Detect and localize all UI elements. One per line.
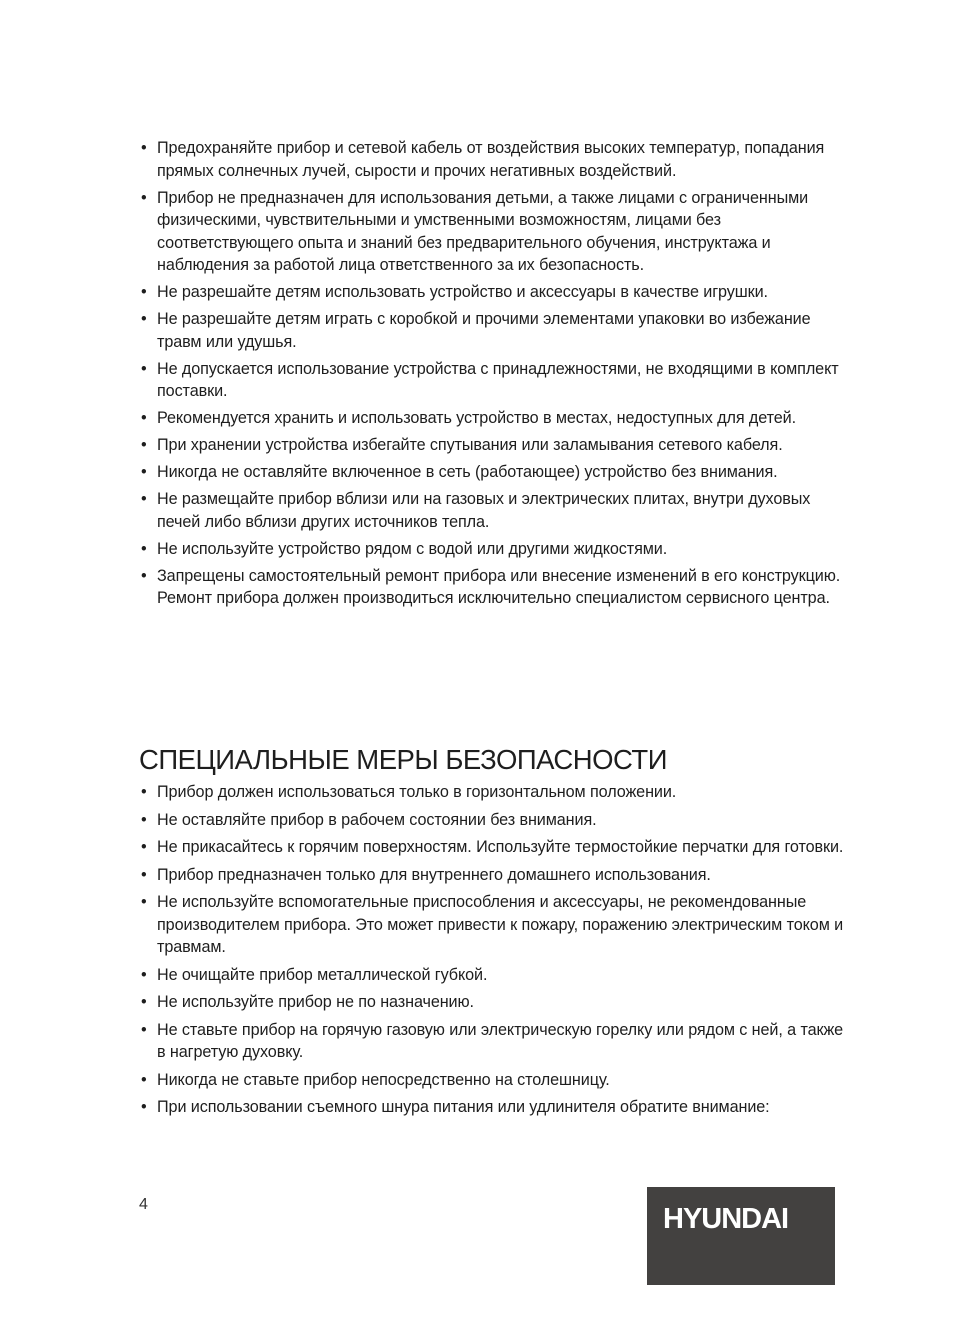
list-item: • Не очищайте прибор металлической губкой.: [141, 964, 851, 987]
section-heading: СПЕЦИАЛЬНЫЕ МЕРЫ БЕЗОПАСНОСТИ: [139, 744, 667, 775]
list-item: • Не используйте устройство рядом с водой или другими жидкостями.: [141, 538, 851, 561]
list-item: • Прибор должен использоваться только в горизонтальном положении.: [141, 781, 851, 804]
list-item: • Не оставляйте прибор в рабочем состоянии без внимания.: [141, 809, 851, 832]
brand-logo-text: HYUNDAI: [663, 1203, 789, 1235]
list-item: • Не разрешайте детям использовать устройство и аксессуары в качестве игрушки.: [141, 281, 851, 304]
list-item: • Не используйте вспомогательные приспособления и аксессуары, не рекомендованные производителем прибора. Это может привести к пожару, поражению электрическим током и травмам.: [141, 891, 851, 959]
list-item: • Прибор не предназначен для использования детьми, а также лицами с ограниченными физическими, чувствительными и умственными возможностям, лицами без соответствующего опыта и знаний без предварительного обучения, инструктажа и наблюдения за работой лица ответственного за их безопасность.: [141, 187, 851, 277]
list-item: • Не допускается использование устройства с принадлежностями, не входящими в комплект поставки.: [141, 358, 851, 403]
brand-logo: [647, 1187, 835, 1285]
list-item: • Запрещены самостоятельный ремонт прибора или внесение изменений в его конструкцию. Ремонт прибора должен производиться исключительно специалистом сервисного центра.: [141, 565, 851, 610]
list-item: • Никогда не ставьте прибор непосредственно на столешницу.: [141, 1069, 851, 1092]
page-number: 4: [139, 1196, 148, 1213]
list-item: • Рекомендуется хранить и использовать устройство в местах, недоступных для детей.: [141, 407, 851, 430]
list-item: • При хранении устройства избегайте спутывания или заламывания сетевого кабеля.: [141, 434, 851, 457]
list-item: • Не размещайте прибор вблизи или на газовых и электрических плитах, внутри духовых печей либо вблизи других источников тепла.: [141, 488, 851, 533]
special-safety-list: [141, 781, 851, 1124]
list-item: • Прибор предназначен только для внутреннего домашнего использования.: [141, 864, 851, 887]
list-item: • Не используйте прибор не по назначению.: [141, 991, 851, 1014]
list-item: • Никогда не оставляйте включенное в сеть (работающее) устройство без внимания.: [141, 461, 851, 484]
list-item: • Предохраняйте прибор и сетевой кабель от воздействия высоких температур, попадания прямых солнечных лучей, сырости и прочих негативных воздействий.: [141, 137, 851, 182]
list-item: • Не разрешайте детям играть с коробкой и прочими элементами упаковки во избежание травм или удушья.: [141, 308, 851, 353]
list-item: • При использовании съемного шнура питания или удлинителя обратите внимание:: [141, 1096, 851, 1119]
safety-list: [141, 137, 851, 614]
list-item: • Не прикасайтесь к горячим поверхностям. Используйте термостойкие перчатки для готовки.: [141, 836, 851, 859]
list-item: • Не ставьте прибор на горячую газовую или электрическую горелку или рядом с ней, а также в нагретую духовку.: [141, 1019, 851, 1064]
